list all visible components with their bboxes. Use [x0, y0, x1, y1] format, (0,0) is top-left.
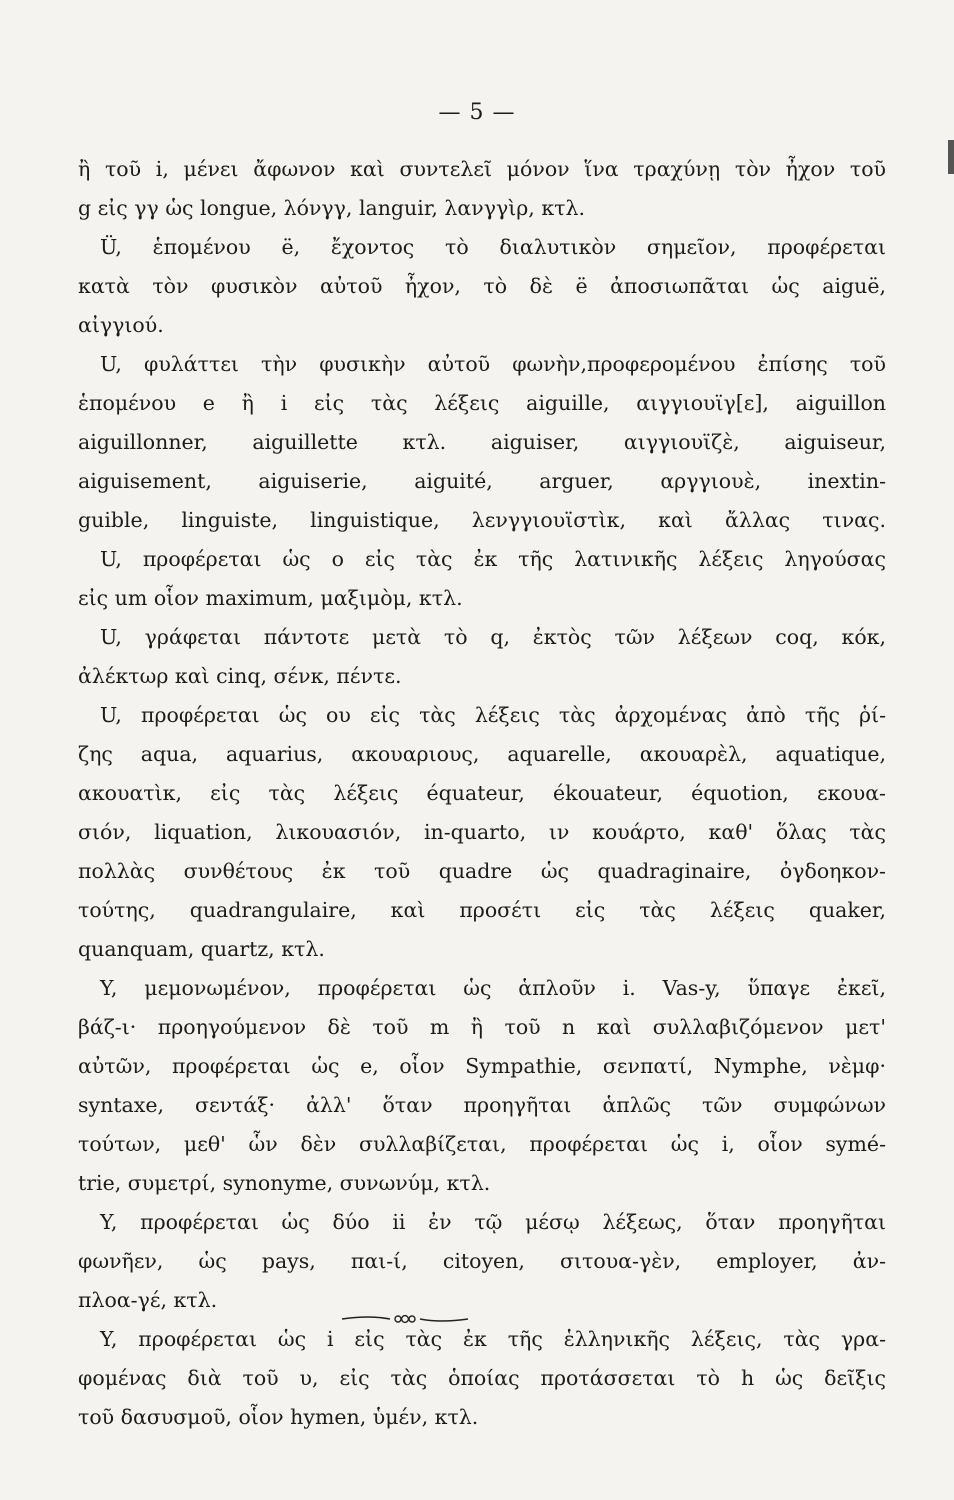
text-line: U, προφέρεται ὡς ο εἰς τὰς ἐκ τῆς λατινικῆς λέξεις ληγούσας [100, 547, 886, 571]
text-line: αὐτῶν, προφέρεται ὡς e, οἷον Sympathie, σενπατί, Nymphe, νὲμφ· [78, 1054, 886, 1078]
text-line: Y, προφέρεται ὡς δύο ii ἐν τῷ μέσῳ λέξεως, ὅταν προηγῆται [100, 1210, 886, 1234]
text-line: Y, προφέρεται ὡς i εἰς τὰς ἐκ τῆς ἑλληνικῆς λέξεις, τὰς γρα- [100, 1327, 886, 1351]
text-line: U, προφέρεται ὡς ου εἰς τὰς λέξεις τὰς ἀρχομένας ἀπὸ τῆς ῥί- [100, 703, 886, 727]
text-line: aiguisement, aiguiserie, aiguité, arguer, αργγιουὲ, inextin- [78, 469, 886, 493]
text-line: σιόν, liquation, λικουασιόν, in-quarto, ιν κουάρτο, καθ' ὅλας τὰς [78, 820, 886, 844]
text-line: πλοα-γέ, κτλ. [78, 1288, 218, 1312]
text-line: τούτων, μεθ' ὧν δὲν συλλαβίζεται, προφέρεται ὡς i, οἷον symé- [78, 1132, 886, 1156]
text-line: U, γράφεται πάντοτε μετὰ τὸ q, ἐκτὸς τῶν λέξεων coq, κόκ, [100, 625, 886, 649]
text-line: ἀλέκτωρ καὶ cinq, σένκ, πέντε. [78, 664, 402, 688]
ornament-divider [340, 1312, 470, 1326]
text-line: φωνῆεν, ὡς pays, παι-ί, citoyen, σιτουα-γὲν, employer, ἀν- [78, 1249, 886, 1273]
text-line: κατὰ τὸν φυσικὸν αὐτοῦ ἦχον, τὸ δὲ ë ἀποσιωπᾶται ὡς aiguë, [78, 274, 886, 298]
page-edge-mark [948, 140, 954, 174]
text-line: φομένας διὰ τοῦ υ, εἰς τὰς ὁποίας προτάσσεται τὸ h ὡς δεῖξις [78, 1366, 886, 1390]
text-line: ακουατὶκ, εἰς τὰς λέξεις équateur, ékouateur, équotion, εκουα- [78, 781, 886, 805]
text-line: U, φυλάττει τὴν φυσικὴν αὐτοῦ φωνὴν,προφερομένου ἐπίσης τοῦ [100, 352, 886, 376]
text-line: g εἰς γγ ὡς longue, λόνγγ, languir, λανγγὶρ, κτλ. [78, 196, 585, 220]
text-line: τοῦ δασυσμοῦ, οἷον hymen, ὑμέν, κτλ. [78, 1405, 479, 1429]
text-line: εἰς um οἷον maximum, μαξιμὸμ, κτλ. [78, 586, 463, 610]
text-line: trie, συμετρί, synonyme, συνωνύμ, κτλ. [78, 1171, 491, 1195]
text-line: guible, linguiste, linguistique, λενγγιουϊστὶκ, καὶ ἄλλας τινας. [78, 508, 886, 532]
text-line: quanquam, quartz, κτλ. [78, 937, 325, 961]
body-text [78, 150, 886, 1437]
text-line: Y, μεμονωμένον, προφέρεται ὡς ἁπλοῦν i. Vas-y, ὕπαγε ἐκεῖ, [100, 976, 886, 1000]
text-line: βάζ-ι· προηγούμενον δὲ τοῦ m ἢ τοῦ n καὶ συλλαβιζόμενον μετ' [78, 1015, 886, 1039]
text-line: Ü, ἑπομένου ë, ἔχοντος τὸ διαλυτικὸν σημεῖον, προφέρεται [100, 235, 886, 259]
page-number: — 5 — [438, 100, 516, 125]
text-line: αἰγγιού. [78, 313, 164, 337]
text-line: ἢ τοῦ i, μένει ἄφωνον καὶ συντελεῖ μόνον ἵνα τραχύνῃ τὸν ἦχον τοῦ [78, 157, 886, 181]
text-line: syntaxe, σεντάξ· ἀλλ' ὅταν προηγῆται ἁπλῶς τῶν συμφώνων [78, 1093, 886, 1117]
text-line: τούτης, quadrangulaire, καὶ προσέτι εἰς τὰς λέξεις quaker, [78, 898, 886, 922]
text-line: ζης aqua, aquarius, ακουαριους, aquarelle, ακουαρὲλ, aquatique, [78, 742, 886, 766]
text-line: aiguillonner, aiguillette κτλ. aiguiser, αιγγιουϊζὲ, aiguiseur, [78, 430, 886, 454]
text-line: πολλὰς συνθέτους ἐκ τοῦ quadre ὡς quadraginaire, ὀγδοηκον- [78, 859, 886, 883]
text-line: ἑπομένου e ἢ i εἰς τὰς λέξεις aiguille, αιγγιουϊγ[ε], aiguillon [78, 391, 886, 415]
